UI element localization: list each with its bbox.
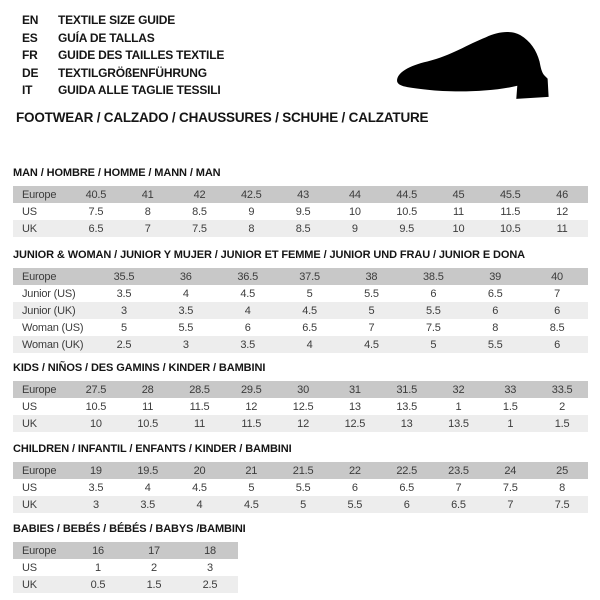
size-cell: 1 [455, 400, 462, 413]
size-cell: 9.5 [399, 222, 415, 235]
size-cell: 9 [248, 205, 255, 218]
size-cell: 17 [148, 544, 160, 557]
size-cell: 0.5 [90, 578, 106, 591]
size-cell: 3.5 [116, 287, 132, 300]
size-cell: 3.5 [140, 498, 156, 511]
size-cell: 37.5 [299, 270, 320, 283]
size-table-header-row [13, 542, 238, 559]
size-cell: 4.5 [364, 338, 379, 351]
size-cell: 33.5 [551, 383, 573, 396]
size-cell: 16 [92, 544, 104, 557]
section-title-kids: KIDS / NIÑOS / DES GAMINS / KINDER / BAMBINI [13, 362, 266, 374]
size-table-row [13, 302, 588, 319]
size-cell: 6 [430, 287, 437, 300]
size-cell: 3 [207, 561, 213, 574]
section-title-babies: BABIES / BEBÉS / BÉBÉS / BABYS /BAMBINI [13, 523, 246, 535]
section-junior-woman [13, 249, 588, 353]
row-label: Junior (US) [22, 287, 76, 300]
size-cell: 5 [248, 481, 255, 494]
size-cell: 4.5 [302, 304, 317, 317]
size-cell: 4 [196, 498, 203, 511]
size-cell: 7 [144, 222, 151, 235]
size-cell: 7 [368, 321, 375, 334]
size-cell: 6.5 [88, 222, 104, 235]
size-cell: 44.5 [396, 188, 417, 201]
size-cell: 44 [348, 188, 361, 201]
size-cell: 13 [348, 400, 361, 413]
size-cell: 5.5 [364, 287, 379, 300]
dress-shoe-icon [393, 26, 585, 106]
size-cell: 4 [306, 338, 313, 351]
size-cell: 5.5 [178, 321, 194, 334]
size-cell: 19 [89, 464, 102, 477]
row-label: Woman (UK) [22, 338, 84, 351]
lang-text-fr: GUIDE DES TAILLES TEXTILE [58, 48, 225, 63]
size-cell: 3.5 [178, 304, 194, 317]
row-label: UK [22, 498, 37, 511]
size-cell: 11.5 [189, 400, 210, 413]
size-cell: 4.5 [192, 481, 207, 494]
size-cell: 22.5 [396, 464, 417, 477]
size-cell: 9 [351, 222, 358, 235]
row-label: UK [22, 222, 37, 235]
size-cell: 11 [142, 400, 154, 413]
size-cell: 27.5 [85, 383, 107, 396]
section-title-children: CHILDREN / INFANTIL / ENFANTS / KINDER / BAMBINI [13, 443, 292, 455]
section-man [13, 167, 588, 237]
size-cell: 21 [245, 464, 258, 477]
size-cell: 7.5 [88, 205, 104, 218]
size-cell: 25 [556, 464, 568, 477]
size-cell: 7 [507, 498, 514, 511]
size-cell: 2.5 [116, 338, 132, 351]
size-cell: 6 [244, 321, 251, 334]
lang-code-fr: FR [22, 48, 38, 63]
size-cell: 42.5 [240, 188, 262, 201]
size-cell: 6 [351, 481, 358, 494]
size-cell: 5.5 [295, 481, 311, 494]
size-table-man [13, 186, 588, 237]
size-cell: 45 [452, 188, 465, 201]
size-cell: 6.5 [399, 481, 415, 494]
size-cell: 11 [452, 205, 464, 218]
section-babies [13, 523, 588, 593]
size-cell: 46 [556, 188, 568, 201]
row-label: Europe [22, 188, 57, 201]
lang-code-en: EN [22, 13, 39, 27]
size-cell: 7.5 [192, 222, 207, 235]
size-cell: 2 [559, 400, 566, 413]
size-cell: 6.5 [451, 498, 466, 511]
row-label: US [22, 561, 37, 574]
size-cell: 45.5 [499, 188, 521, 201]
row-label: US [22, 400, 37, 413]
lang-text-es: GUÍA DE TALLAS [58, 30, 155, 45]
size-table-header-row [13, 186, 588, 203]
size-cell: 8 [559, 481, 566, 494]
size-cell: 7.5 [554, 498, 570, 511]
size-table-row [13, 415, 588, 432]
size-cell: 12 [297, 417, 309, 430]
size-cell: 4 [182, 287, 189, 300]
size-cell: 39 [489, 270, 502, 283]
size-cell: 19.5 [137, 464, 158, 477]
size-cell: 9.5 [295, 205, 311, 218]
size-cell: 2.5 [202, 578, 218, 591]
size-cell: 11 [193, 417, 205, 430]
size-table-row [13, 220, 588, 237]
size-cell: 36.5 [237, 270, 258, 283]
lang-code-es: ES [22, 30, 38, 45]
size-table-row [13, 285, 588, 302]
size-cell: 41 [141, 188, 154, 201]
size-cell: 1.5 [502, 400, 518, 413]
size-cell: 31.5 [396, 383, 417, 396]
size-table-junior-woman [13, 268, 588, 353]
size-cell: 5 [300, 498, 307, 511]
size-cell: 4.5 [243, 498, 259, 511]
size-table-row [13, 319, 588, 336]
size-cell: 3.5 [240, 338, 256, 351]
size-table-row [13, 203, 588, 220]
row-label: UK [22, 578, 37, 591]
section-title-junior-woman: JUNIOR & WOMAN / JUNIOR Y MUJER / JUNIOR ET FEMME / JUNIOR UND FRAU / JUNIOR E DONA [13, 249, 526, 261]
size-cell: 24 [504, 464, 517, 477]
size-cell: 6 [554, 304, 561, 317]
size-cell: 5 [430, 338, 437, 351]
size-cell: 29.5 [240, 383, 262, 396]
size-table-row [13, 559, 238, 576]
row-label: Junior (UK) [22, 304, 76, 317]
row-label: US [22, 205, 37, 218]
size-cell: 11.5 [241, 417, 262, 430]
size-cell: 7.5 [425, 321, 441, 334]
size-table-header-row [13, 381, 588, 398]
size-table-babies [13, 542, 238, 593]
size-cell: 10.5 [85, 400, 107, 413]
size-cell: 20 [193, 464, 206, 477]
row-label: US [22, 481, 37, 494]
size-table-row [13, 576, 238, 593]
size-cell: 1 [95, 561, 101, 574]
size-cell: 10.5 [137, 417, 158, 430]
row-label: Europe [22, 464, 57, 477]
size-cell: 23.5 [448, 464, 469, 477]
lang-text-de: TEXTILGRÖßENFÜHRUNG [58, 65, 207, 80]
size-cell: 36 [179, 270, 192, 283]
size-cell: 40 [551, 270, 563, 283]
size-cell: 4 [244, 304, 251, 317]
size-cell: 33 [504, 383, 517, 396]
size-cell: 22 [348, 464, 361, 477]
section-children [13, 443, 588, 513]
size-cell: 13.5 [396, 400, 417, 413]
size-table-header-row [13, 462, 588, 479]
size-cell: 6 [492, 304, 499, 317]
size-cell: 4.5 [240, 287, 256, 300]
section-title-man: MAN / HOMBRE / HOMME / MANN / MAN [13, 167, 221, 179]
size-cell: 1.5 [146, 578, 162, 591]
lang-text-en: TEXTILE SIZE GUIDE [58, 13, 176, 27]
size-cell: 38.5 [423, 270, 444, 283]
size-cell: 6 [403, 498, 410, 511]
size-table-kids [13, 381, 588, 432]
size-cell: 8 [144, 205, 151, 218]
size-cell: 12.5 [344, 417, 366, 430]
size-cell: 1 [507, 417, 514, 430]
size-cell: 30 [297, 383, 309, 396]
size-cell: 38 [365, 270, 378, 283]
row-label: UK [22, 417, 37, 430]
row-label: Europe [22, 383, 57, 396]
size-cell: 10.5 [499, 222, 521, 235]
size-cell: 7 [455, 481, 462, 494]
lang-text-it: GUIDA ALLE TAGLIE TESSILI [58, 83, 221, 98]
size-cell: 12 [556, 205, 568, 218]
category-title: FOOTWEAR / CALZADO / CHAUSSURES / SCHUHE / CALZATURE [16, 110, 429, 125]
size-cell: 10 [452, 222, 465, 235]
size-table-row [13, 496, 588, 513]
size-cell: 5.5 [347, 498, 363, 511]
size-table-row [13, 336, 588, 353]
size-cell: 11.5 [500, 205, 521, 218]
size-table-row [13, 398, 588, 415]
row-label: Europe [22, 544, 57, 557]
size-cell: 28.5 [189, 383, 210, 396]
size-cell: 21.5 [292, 464, 314, 477]
size-cell: 5.5 [425, 304, 441, 317]
size-cell: 31 [348, 383, 361, 396]
size-cell: 42 [193, 188, 206, 201]
size-cell: 32 [452, 383, 465, 396]
size-table-row [13, 479, 588, 496]
size-cell: 13 [400, 417, 413, 430]
size-cell: 3 [120, 304, 127, 317]
size-cell: 10 [89, 417, 102, 430]
size-table-children [13, 462, 588, 513]
size-cell: 11 [556, 222, 568, 235]
size-cell: 5 [368, 304, 375, 317]
language-legend [22, 14, 224, 97]
size-cell: 5 [306, 287, 313, 300]
size-cell: 7.5 [502, 481, 518, 494]
size-cell: 13.5 [448, 417, 469, 430]
size-cell: 5.5 [487, 338, 503, 351]
row-label: Woman (US) [22, 321, 84, 334]
size-cell: 10 [348, 205, 361, 218]
size-cell: 28 [141, 383, 154, 396]
size-cell: 6.5 [302, 321, 317, 334]
size-cell: 4 [144, 481, 151, 494]
lang-code-it: IT [22, 83, 33, 98]
size-cell: 5 [120, 321, 127, 334]
size-cell: 1.5 [554, 417, 570, 430]
size-cell: 40.5 [85, 188, 107, 201]
size-cell: 12.5 [292, 400, 314, 413]
size-cell: 3.5 [88, 481, 104, 494]
size-cell: 12 [245, 400, 258, 413]
size-cell: 8.5 [192, 205, 207, 218]
size-cell: 3 [92, 498, 99, 511]
size-cell: 8 [492, 321, 499, 334]
size-cell: 6.5 [487, 287, 503, 300]
section-kids [13, 362, 588, 432]
size-cell: 18 [204, 544, 216, 557]
size-cell: 8.5 [295, 222, 311, 235]
size-table-header-row [13, 268, 588, 285]
size-cell: 8 [248, 222, 255, 235]
size-cell: 2 [151, 561, 157, 574]
size-cell: 7 [554, 287, 561, 300]
row-label: Europe [22, 270, 57, 283]
size-cell: 35.5 [113, 270, 135, 283]
size-cell: 43 [297, 188, 309, 201]
size-cell: 3 [182, 338, 189, 351]
size-cell: 6 [554, 338, 561, 351]
lang-code-de: DE [22, 65, 39, 80]
size-cell: 8.5 [549, 321, 565, 334]
size-cell: 10.5 [396, 205, 417, 218]
